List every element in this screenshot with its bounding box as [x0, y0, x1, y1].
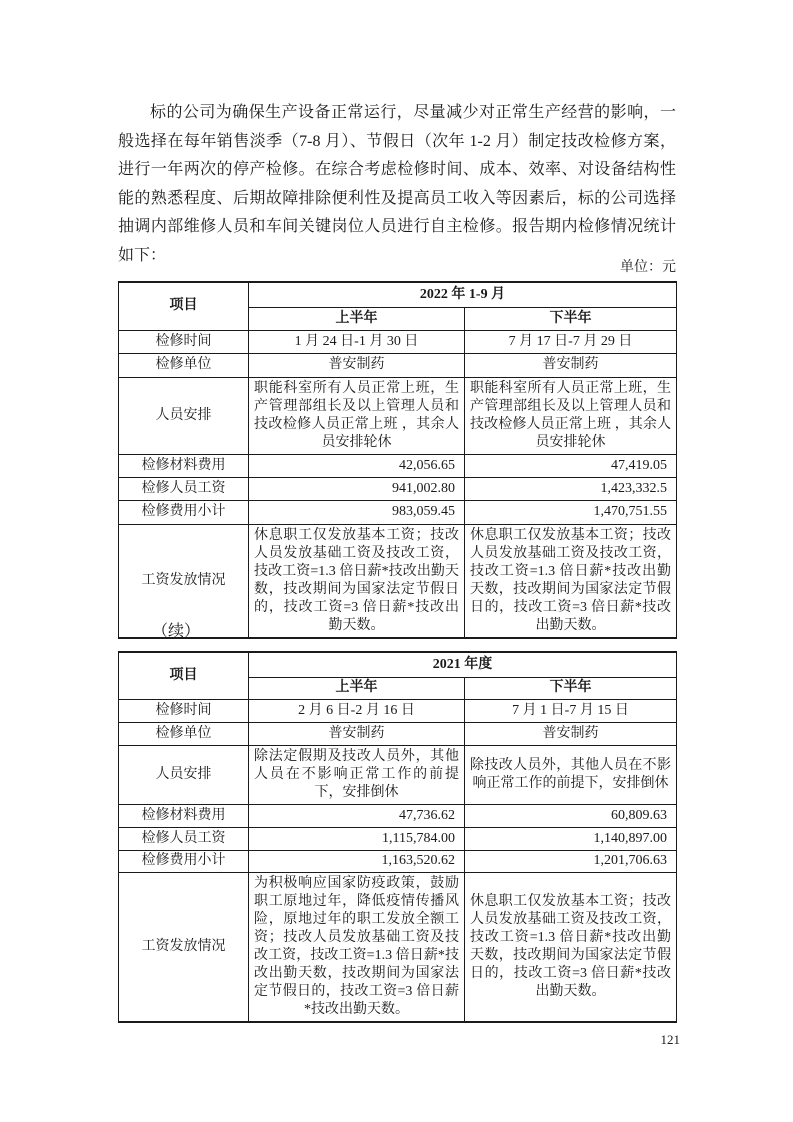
- header-period-cell: 2021 年度: [249, 652, 677, 677]
- second-half-cell: 普安制药: [465, 722, 677, 745]
- first-half-cell: 为积极响应国家防疫政策，鼓励职工原地过年，降低疫情传播风险，原地过年的职工发放全额工资；技改人员发放基础工资及技改工资，技改工资=1.3 倍日薪*技改出勤天数，技改期间为国家法定节假日的，技改工资=3 倍日薪*技改出勤天数。: [249, 872, 465, 1022]
- intro-paragraph: 标的公司为确保生产设备正常运行，尽量减少对正常生产经营的影响，一般选择在每年销售淡季（7-8 月）、节假日（次年 1-2 月）制定技改检修方案，进行一年两次的停产检修。在综合考虑检修时间、成本、效率、对设备结构性能的熟悉程度、后期故障排除便利性及提高员工收入等因素后，标的公司选择抽调内部维修人员和车间关键岗位人员进行自主检修。报告期内检修情况统计如下：: [118, 104, 676, 264]
- second-half-cell: 1,140,897.00: [465, 827, 677, 850]
- row-label-cell: 人员安排: [119, 745, 249, 804]
- row-label-cell: 检修材料费用: [119, 804, 249, 827]
- table-row: [119, 872, 677, 1022]
- row-label-cell: 工资发放情况: [119, 524, 249, 638]
- row-label-cell: 检修费用小计: [119, 500, 249, 524]
- first-half-cell: 1,163,520.62: [249, 850, 465, 872]
- continued-label: （续）: [152, 623, 201, 640]
- row-label-cell: 检修人员工资: [119, 477, 249, 500]
- row-label-cell: 检修人员工资: [119, 827, 249, 850]
- table-row: [119, 827, 677, 850]
- header-first-half-cell: 上半年: [249, 677, 465, 699]
- row-label-cell: 工资发放情况: [119, 872, 249, 1022]
- table-row: [119, 477, 677, 500]
- first-half-cell: 普安制药: [249, 722, 465, 745]
- table-row: [119, 699, 677, 722]
- first-half-cell: 除法定假期及技改人员外，其他人员在不影响正常工作的前提下，安排倒休: [249, 745, 465, 804]
- second-half-cell: 休息职工仅发放基本工资；技改人员发放基础工资及技改工资，技改工资=1.3 倍日薪*技改出勤天数，技改期间为国家法定节假日的，技改工资=3 倍日薪*技改出勤天数。: [465, 524, 677, 638]
- table-row: [119, 850, 677, 872]
- header-period-cell: 2022 年 1-9 月: [249, 282, 677, 307]
- first-half-cell: 42,056.65: [249, 454, 465, 477]
- second-half-cell: 7 月 17 日-7 月 29 日: [465, 330, 677, 353]
- second-half-cell: 47,419.05: [465, 454, 677, 477]
- row-label-cell: 检修时间: [119, 330, 249, 353]
- table-row: [119, 353, 677, 377]
- table-row: [119, 804, 677, 827]
- first-half-cell: 职能科室所有人员正常上班，生产管理部组长及以上管理人员和技改检修人员正常上班 ，其余人员安排轮休: [249, 377, 465, 454]
- page-number: 121: [660, 1032, 680, 1047]
- row-label-cell: 检修费用小计: [119, 850, 249, 872]
- row-label-cell: 检修时间: [119, 699, 249, 722]
- table-row: [119, 745, 677, 804]
- row-label-cell: 检修单位: [119, 722, 249, 745]
- unit-label: 单位：元: [620, 260, 676, 275]
- row-label-cell: 检修材料费用: [119, 454, 249, 477]
- row-label-cell: 检修单位: [119, 353, 249, 377]
- second-half-cell: 普安制药: [465, 353, 677, 377]
- first-half-cell: 941,002.80: [249, 477, 465, 500]
- header-item-cell: 项目: [119, 282, 249, 330]
- first-half-cell: 1 月 24 日-1 月 30 日: [249, 330, 465, 353]
- maintenance-table-2022: [118, 281, 677, 639]
- first-half-cell: 普安制药: [249, 353, 465, 377]
- first-half-cell: 休息职工仅发放基本工资；技改人员发放基础工资及技改工资，技改工资=1.3 倍日薪*技改出勤天数，技改期间为国家法定节假日的，技改工资=3 倍日薪*技改出勤天数。: [249, 524, 465, 638]
- first-half-cell: 2 月 6 日-2 月 16 日: [249, 699, 465, 722]
- table-header-row: [119, 282, 677, 307]
- header-first-half-cell: 上半年: [249, 307, 465, 330]
- maintenance-table-2021: [118, 651, 677, 1023]
- second-half-cell: 1,470,751.55: [465, 500, 677, 524]
- table-row: [119, 454, 677, 477]
- second-half-cell: 1,423,332.5: [465, 477, 677, 500]
- first-half-cell: 983,059.45: [249, 500, 465, 524]
- row-label-cell: 人员安排: [119, 377, 249, 454]
- first-half-cell: 47,736.62: [249, 804, 465, 827]
- second-half-cell: 60,809.63: [465, 804, 677, 827]
- second-half-cell: 7 月 1 日-7 月 15 日: [465, 699, 677, 722]
- second-half-cell: 职能科室所有人员正常上班，生产管理部组长及以上管理人员和技改检修人员正常上班 ，其余人员安排轮休: [465, 377, 677, 454]
- header-second-half-cell: 下半年: [465, 307, 677, 330]
- second-half-cell: 休息职工仅发放基本工资；技改人员发放基础工资及技改工资，技改工资=1.3 倍日薪*技改出勤天数，技改期间为国家法定节假日的，技改工资=3 倍日薪*技改出勤天数。: [465, 872, 677, 1022]
- first-half-cell: 1,115,784.00: [249, 827, 465, 850]
- table-row: [119, 500, 677, 524]
- table-row: [119, 722, 677, 745]
- second-half-cell: 除技改人员外，其他人员在不影响正常工作的前提下，安排倒休: [465, 745, 677, 804]
- table-header-row: [119, 652, 677, 677]
- header-item-cell: 项目: [119, 652, 249, 699]
- table-row: [119, 524, 677, 638]
- table-row: [119, 330, 677, 353]
- table-row: [119, 377, 677, 454]
- second-half-cell: 1,201,706.63: [465, 850, 677, 872]
- header-second-half-cell: 下半年: [465, 677, 677, 699]
